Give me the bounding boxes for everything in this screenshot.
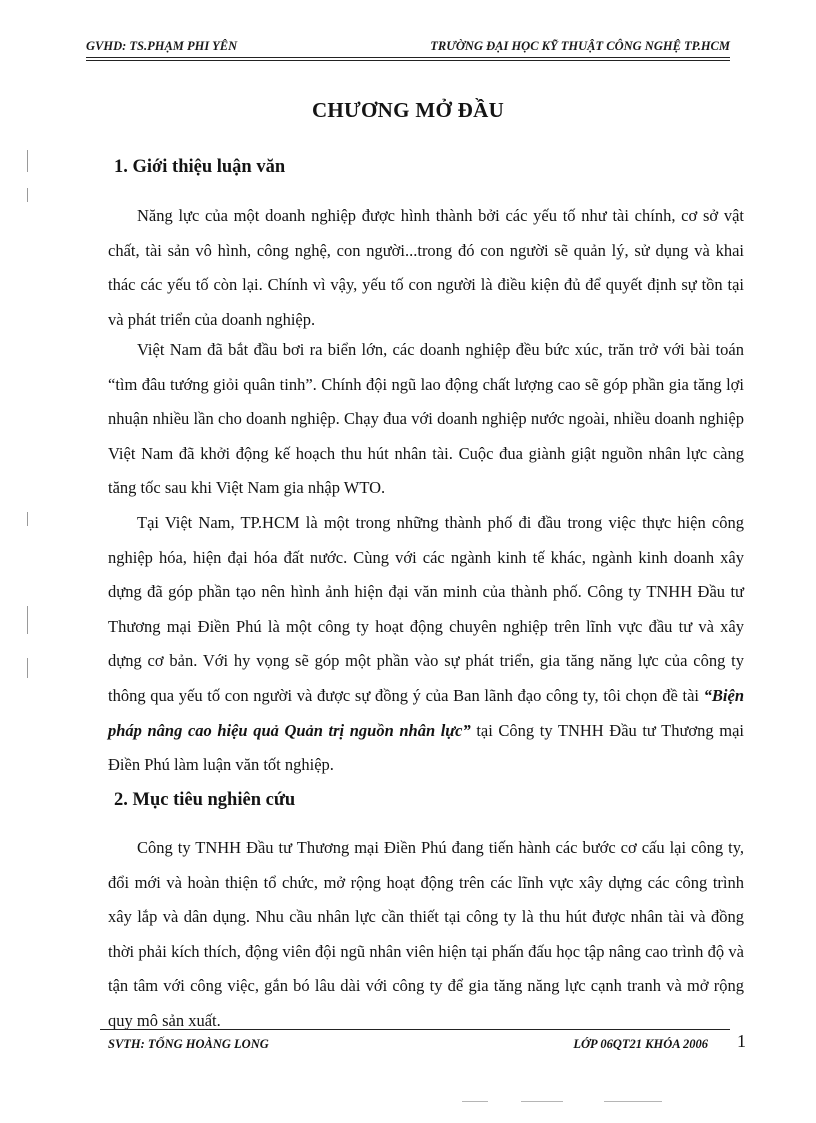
scan-dash bbox=[462, 1101, 488, 1102]
page-number: 1 bbox=[737, 1031, 746, 1051]
footer-class: LỚP 06QT21 KHÓA 2006 bbox=[573, 1037, 708, 1051]
page-header bbox=[86, 36, 730, 54]
paragraph: Công ty TNHH Đầu tư Thương mại Điền Phú đang tiến hành các bước cơ cấu lại công ty, đổi mới và hoàn thiện tổ chức, mở rộng hoạt động trên các lĩnh vực xây dựng các công trình xây lắp và dân dụng. Nhu cầu nhân lực cần thiết tại công ty là thu hút được nhân tài và đồng thời phải kích thích, động viên đội ngũ nhân viên hiện tại phấn đấu học tập nâng cao trình độ và tận tâm với công việc, gắn bó lâu dài với công ty để gia tăng năng lực cạnh tranh và mở rộng quy mô sản xuất. bbox=[108, 838, 744, 1030]
section-heading-introduction: 1. Giới thiệu luận văn bbox=[114, 157, 286, 177]
paragraph bbox=[108, 506, 744, 783]
section-heading-research-objectives: 2. Mục tiêu nghiên cứu bbox=[114, 790, 296, 810]
paragraph: Việt Nam đã bắt đầu bơi ra biển lớn, các doanh nghiệp đều bức xúc, trăn trở với bài toán “tìm đâu tướng giỏi quân tinh”. Chính đội ngũ lao động chất lượng cao sẽ góp phần gia tăng lợi nhuận nhiều lần cho doanh nghiệp. Chạy đua với doanh nghiệp nước ngoài, nhiều doanh nghiệp Việt Nam đã khởi động kế hoạch thu hút nhân tài. Cuộc đua giành giật nguồn nhân lực càng tăng tốc sau khi Việt Nam gia nhập WTO. bbox=[108, 340, 744, 498]
paragraph-text: tại Công ty TNHH Đầu tư Thương mại Điền Phú làm luận văn tốt nghiệp. bbox=[108, 720, 744, 775]
chapter-title: CHƯƠNG MỞ ĐẦU bbox=[311, 98, 505, 122]
scan-margin-mark bbox=[27, 606, 28, 634]
header-university: TRƯỜNG ĐẠI HỌC KỸ THUẬT CÔNG NGHỆ TP.HCM bbox=[430, 39, 730, 53]
page-footer bbox=[108, 1035, 746, 1055]
footer-rule bbox=[100, 1029, 730, 1030]
paragraph: Năng lực của một doanh nghiệp được hình thành bởi các yếu tố như tài chính, cơ sở vật chất, tài sản vô hình, công nghệ, con người...trong đó con người sẽ quản lý, sử dụng và khai thác các yếu tố còn lại. Chính vì vậy, yếu tố con người là điều kiện đủ để quyết định sự tồn tại và phát triển của doanh nghiệp. bbox=[108, 206, 744, 329]
header-rule bbox=[86, 57, 730, 61]
scan-margin-mark bbox=[27, 512, 28, 526]
scan-dash bbox=[521, 1101, 563, 1102]
header-advisor: GVHD: TS.PHẠM PHI YÊN bbox=[86, 39, 238, 53]
scan-margin-mark bbox=[27, 150, 28, 172]
thesis-topic-title: “Biện pháp nâng cao hiệu quả Quản trị nguồn nhân lực” bbox=[108, 685, 744, 740]
scan-dash bbox=[604, 1101, 662, 1102]
footer-student: SVTH: TỐNG HOÀNG LONG bbox=[108, 1037, 269, 1051]
paragraph-text: Tại Việt Nam, TP.HCM là một trong những thành phố đi đầu trong việc thực hiện công nghiệp hóa, hiện đại hóa đất nước. Cùng với các ngành kinh tế khác, ngành kinh doanh xây dựng đã góp phần tạo nên hình ảnh hiện đại văn minh của thành phố. Công ty TNHH Đầu tư Thương mại Điền Phú là một công ty hoạt động chuyên nghiệp trên lĩnh vực đầu tư và xây dựng cơ bản. Với hy vọng sẽ góp một phần vào sự phát triển, gia tăng năng lực của công ty thông qua yếu tố con người và được sự đồng ý của Ban lãnh đạo công ty, tôi chọn đề tài bbox=[108, 513, 744, 705]
scan-margin-mark bbox=[27, 188, 28, 202]
scan-margin-mark bbox=[27, 658, 28, 678]
